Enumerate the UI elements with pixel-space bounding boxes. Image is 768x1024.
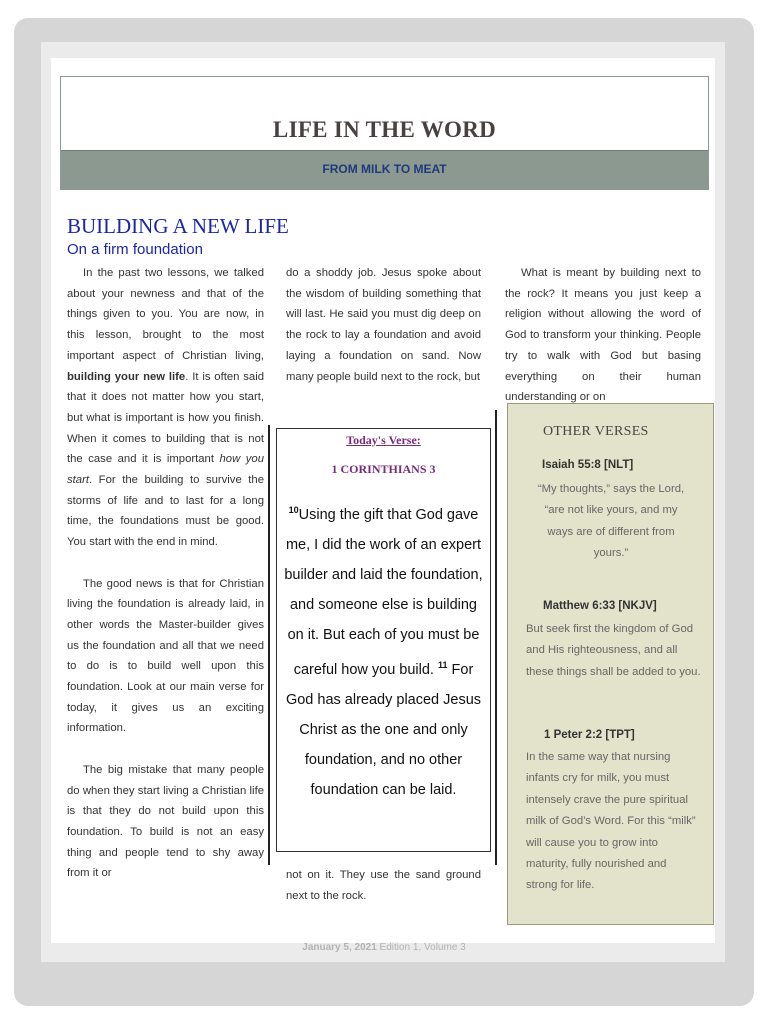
emphasis-bold: building your new life — [67, 370, 186, 383]
verse-number-11: 11 — [437, 659, 448, 670]
footer-date: January 5, 2021 — [302, 942, 377, 953]
other-verses-box — [507, 403, 714, 925]
paragraph-3: The big mistake that many people do when they start living a Christian life is that they do not build upon this foundation. To build is not an easy thing and people tend to shy away from it or — [67, 763, 264, 880]
verse-label: Today's Verse: — [346, 433, 421, 447]
other-verses-title: OTHER VERSES — [543, 424, 649, 439]
paragraph-2: The good news is that for Christian living the foundation is already laid, in other words the Master-builder gives us the foundation and all that we need to do is to build well upon this foundation. Look at our main verse for today, it gives us an exciting information. — [67, 577, 264, 735]
article-column-1 — [67, 263, 264, 884]
newsletter-title: LIFE IN THE WORD — [272, 117, 497, 142]
verse-text-2: For God has already placed Jesus Christ as the one and only foundation, and no other foundation can be laid. — [285, 661, 482, 798]
todays-verse-box — [276, 428, 491, 852]
other-verse-reference: 1 Peter 2:2 [TPT] — [544, 729, 635, 741]
newsletter-subtitle: FROM MILK TO MEAT — [322, 162, 447, 176]
other-verse-reference: Matthew 6:33 [NKJV] — [543, 600, 657, 612]
article-column-2-bottom — [286, 865, 481, 906]
masthead — [60, 76, 709, 190]
article-column-3 — [505, 263, 701, 408]
column-divider-right — [495, 410, 497, 865]
other-verse-reference: Isaiah 55:8 [NLT] — [542, 459, 634, 471]
other-verse-text: In the same way that nursing infants cry for milk, you must intensely crave the pure spiritual milk of God’s Word. For this “milk” will cause you to grow into maturity, fully nourished and strong for life. — [526, 751, 696, 892]
paragraph-1-text-b: . It is often said that it does not matter how you start, but what is important is how you finish. When it comes to building that is not the case and it is important — [67, 370, 265, 466]
verse-text-1: Using the gift that God gave me, I did the work of an expert builder and laid the foundation, and someone else is building on it. But each of you must be careful how you build. — [284, 506, 483, 678]
paragraph-1 — [67, 263, 264, 553]
column-2-paragraph: do a shoddy job. Jesus spoke about the wisdom of building something that will last. He said you must dig deep on the rock to lay a foundation and avoid laying a foundation on sand. Now many people build next to the rock, but — [286, 267, 481, 383]
verse-text — [277, 495, 490, 805]
verse-reference: 1 CORINTHIANS 3 — [331, 462, 436, 476]
masthead-band — [61, 150, 708, 190]
other-verse-text: But seek first the kingdom of God and His righteousness, and all these things shall be added to you. — [526, 623, 701, 678]
article-title: BUILDING A NEW LIFE — [67, 214, 289, 238]
column-2-continuation: not on it. They use the sand ground next to the rock. — [286, 869, 481, 902]
page-footer — [0, 942, 768, 953]
column-3-paragraph: What is meant by building next to the rock? It means you just keep a religion without allowing the word of God to transform your thinking. People try to walk with God but basing everything on their human understanding or on — [505, 267, 701, 404]
verse-number-10: 10 — [288, 505, 299, 515]
column-divider-left — [268, 425, 270, 865]
paragraph-1-text-c: . For the building to survive the storms of life and to last for a long time, the foundations must be good. You start with the end in mind. — [67, 474, 264, 549]
article-column-2-top — [286, 263, 481, 387]
footer-edition: Edition 1, Volume 3 — [379, 942, 466, 953]
other-verse-text: “My thoughts,” says the Lord, “are not like yours, and my ways are of different from yours.” — [537, 483, 685, 560]
article-subtitle: On a firm foundation — [67, 241, 203, 258]
emphasis-italic: how you start — [67, 453, 264, 487]
paragraph-1-text-a: In the past two lessons, we talked about your newness and that of the things given to you. You are now, in this lesson, brought to the most important aspect of Christian living, — [67, 267, 264, 362]
